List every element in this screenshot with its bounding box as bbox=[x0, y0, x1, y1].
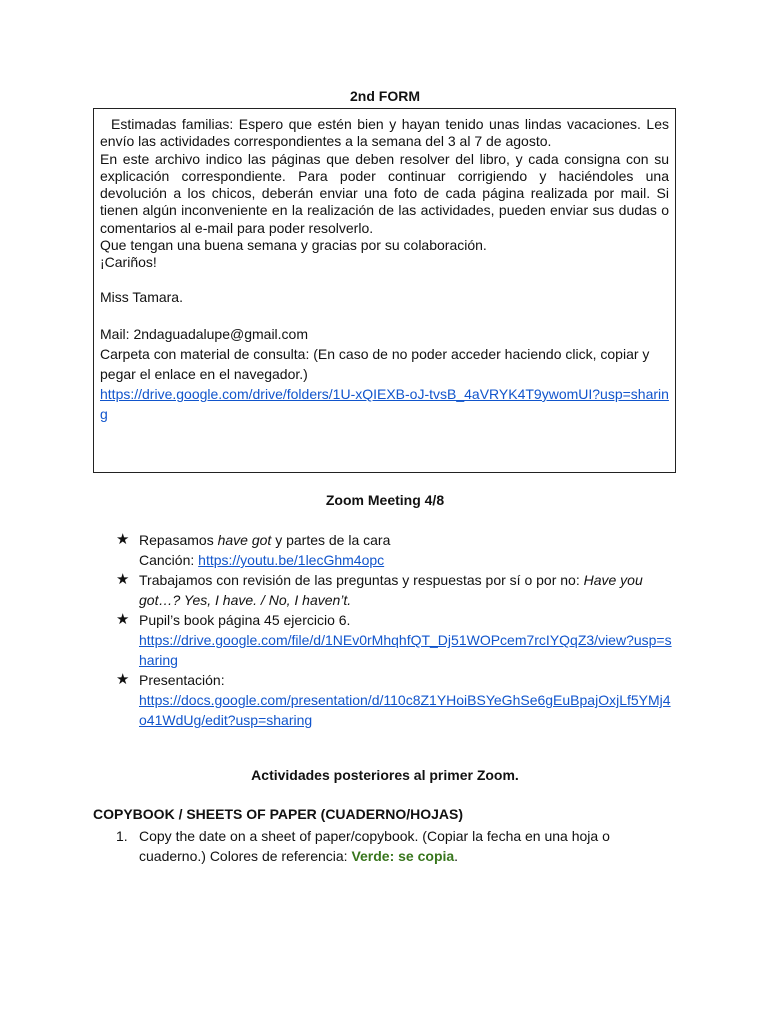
list-item: ★ Pupil’s book página 45 ejercicio 6. https://drive.google.com/file/d/1NEv0rMhqhfQT_Dj51WOPcem7rcIYQqZ3/view?usp=sharing bbox=[116, 611, 672, 668]
folder-link[interactable]: https://drive.google.com/drive/folders/1U-xQIEXB-oJ-tvsB_4aVRYK4T9ywomUI?usp=sharing bbox=[100, 385, 669, 422]
list-item: ★ Presentación: https://docs.google.com/presentation/d/110c8Z1YHoiBSYeGhSe6gEuBpajOxjLf5YMj4o41WdUg/edit?usp=sharing bbox=[116, 671, 671, 728]
star-bullet-icon: ★ bbox=[116, 671, 130, 688]
star-bullet-icon: ★ bbox=[116, 571, 130, 588]
copybook-list bbox=[116, 826, 676, 866]
zoom-heading: Zoom Meeting 4/8 bbox=[325, 492, 445, 508]
letter-body: En este archivo indico las páginas que deben resolver del libro, y cada consigna con su explicación correspondiente. Para poder continuar corrigiendo y haciéndoles una devolución a los chicos, deberán enviar una foto de cada página realizada por mail. Si tienen algún inconveniente en la realización de las actividades, pueden enviar sus dudas o comentarios al e-mail para poder resolverlo. bbox=[100, 150, 669, 236]
letter-box bbox=[93, 108, 676, 473]
activities-heading: Actividades posteriores al primer Zoom. bbox=[251, 767, 519, 783]
folder-line: Carpeta con material de consulta: (En caso de no poder acceder haciendo click, copiar y pegar el enlace en el navegador.) bbox=[100, 345, 650, 382]
green-reference: Verde: se copia bbox=[351, 848, 455, 864]
song-link[interactable]: https://youtu.be/1lecGhm4opc bbox=[198, 552, 385, 568]
zoom-list bbox=[116, 530, 678, 730]
list-item: ★ Trabajamos con revisión de las preguntas y respuestas por sí o por no: Have you got…? Yes, I have. / No, I haven’t. bbox=[116, 571, 643, 608]
letter-intro: Estimadas familias: Espero que estén bien y hayan tenido unas lindas vacaciones. Les envío las actividades correspondientes a la semana del 3 al 7 de agosto. bbox=[100, 116, 673, 150]
star-bullet-icon: ★ bbox=[116, 611, 130, 628]
letter-closing: Que tengan una buena semana y gracias por su colaboración. bbox=[100, 237, 487, 254]
letter-signature: Miss Tamara. bbox=[100, 289, 183, 306]
list-item: 1. Copy the date on a sheet of paper/copybook. (Copiar la fecha en una hoja o cuaderno.) Colores de referencia: Verde: se copia. bbox=[116, 828, 610, 864]
mail-line: Mail: 2ndaguadalupe@gmail.com bbox=[100, 325, 308, 342]
copybook-heading: COPYBOOK / SHEETS OF PAPER (CUADERNO/HOJAS) bbox=[93, 806, 464, 822]
pupils-book-link[interactable]: https://drive.google.com/file/d/1NEv0rMhqhfQT_Dj51WOPcem7rcIYQqZ3/view?usp=sharing bbox=[139, 632, 672, 668]
star-bullet-icon: ★ bbox=[116, 531, 130, 548]
page-title: 2nd FORM bbox=[350, 88, 420, 104]
list-item: ★ Repasamos have got y partes de la cara Canción: https://youtu.be/1lecGhm4opc bbox=[116, 531, 391, 568]
letter-greeting: ¡Cariños! bbox=[100, 254, 157, 271]
presentation-link[interactable]: https://docs.google.com/presentation/d/110c8Z1YHoiBSYeGhSe6gEuBpajOxjLf5YMj4o41WdUg/edit?usp=sharing bbox=[139, 692, 671, 728]
